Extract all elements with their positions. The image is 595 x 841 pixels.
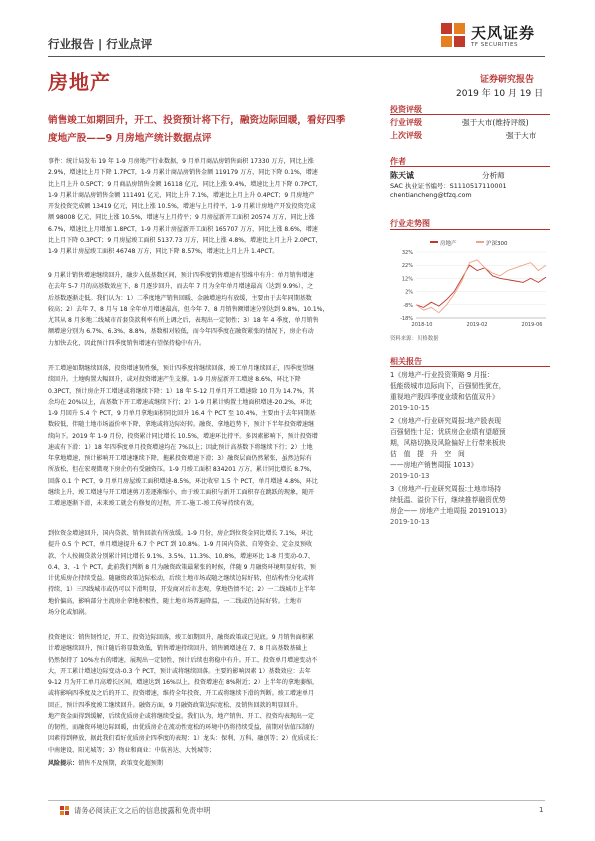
related-report-line: 3《房地产-行业研究周报:土地市场持 xyxy=(390,485,502,493)
y-tick-label: 12% xyxy=(401,276,413,283)
x-tick-label: 2019-06 xyxy=(521,322,543,328)
paragraph-funding xyxy=(48,528,378,618)
author-divider xyxy=(390,166,550,167)
text-line: 开工增速如期继续回落，投资增速韧性强，预计四季度将继续回落，竣工单月继续回正，四季度望继 xyxy=(48,365,315,372)
text-line: 后基数逐渐走低。我们认为：1）二季度地产销售回暖、金融增速均有放缓，主要由于去年同期基数 xyxy=(48,294,312,302)
logo-text: 天风证券 xyxy=(471,24,536,42)
text-line: 比上月下降 0.3PCT；9 月房屋竣工面积 5137.73 万方，同比上涨 4.8%，增速比上月上升 2.0PCT， xyxy=(48,236,322,244)
series-line-estate xyxy=(416,265,546,307)
legend-swatch-hs300 xyxy=(476,241,484,243)
related-report-item[interactable] xyxy=(390,484,550,528)
text-line: 开发投资完成额 13419 亿元，同比上涨 10.5%，增速与上月持平，1-9 月累计房地产开发投资完成 xyxy=(48,203,316,210)
related-report-item[interactable] xyxy=(390,416,550,482)
y-tick-label: 2% xyxy=(405,289,413,296)
related-report-line: 重视地产股四季度业绩和估值双升》 xyxy=(390,393,499,401)
text-line: 到位资金增速回升，国内贷款、销售回款有所放缓。1-9 月份，房企到位资金同比增长 7.1%，环比 xyxy=(48,530,313,537)
y-tick-label: -18% xyxy=(400,316,413,322)
text-line: 中南建设、阳光城等；3）物业和商业：中航善达、大悦城等； xyxy=(48,746,216,754)
rating-divider xyxy=(390,114,550,115)
text-line: 速或有下滑：1）18 年四季度单月投资增速均在 7%以上；因此预计高基数下将继续下行；2）土地 xyxy=(48,443,313,451)
text-line: 款、个人按揭贷款分别累计同比增长 9.1%、3.5%、11.3%、10.8%，增速环比 1-8 月变动-0.7、 xyxy=(48,552,314,560)
text-line: 9-12 月为开工单月高增长区间，增速达到 16%以上，投资增速在 8%附近；2）上半年的拿地萎缩， xyxy=(48,679,319,686)
text-line: 投资建议：销售韧性足，开工、投资边际回落，竣工如期回升，融资政策或已见底。9 月销售面积累 xyxy=(48,634,314,641)
text-line: 的韧性，而融资环境边际回暖，由优质房企在流动性宽松的环境中仍将持续受益，前期对估值压制的 xyxy=(48,724,315,731)
author-heading: 作者 xyxy=(390,157,406,166)
text-line: 或将影响四季度及之后的开工、投资增速，维持全年投资、开工或将继续下滑的判断。竣工增速单月 xyxy=(48,690,315,698)
text-line: 事件：统计局发布 19 年 1-9 月房地产行业数据，9 月单月商品房销售面积 17330 万方，同比上涨 xyxy=(48,158,314,165)
text-line: 工增速逐渐下滑，未来竣工就会有修复的过程，开工-施工-竣工传导持续有效。 xyxy=(48,500,258,507)
industry-rating-label: 行业评级 xyxy=(390,118,422,127)
footer-divider xyxy=(48,800,545,801)
legend-label: 房地产 xyxy=(440,241,457,247)
previous-rating-label: 上次评级 xyxy=(390,131,422,140)
text-line: 仍然保持了 10%左右的增速，展现出一定韧性，预计后续也将稳中有升。开工、投资单月增速变动不 xyxy=(48,656,318,664)
logo-english: TF SECURITIES xyxy=(471,42,518,48)
report-subtitle xyxy=(48,112,373,148)
y-tick-label: 32% xyxy=(401,250,413,256)
text-line: 回落 0.1 个 PCT，9 月单月房屋竣工面积增速-8.5%，环比收窄 1.5 个 PCT，单月增速 4.8%，环比 xyxy=(48,477,318,485)
company-logo xyxy=(440,20,550,54)
text-line: 地价偏高，影响部分主流房企拿地积极性，随土地市场普遍降温，一二线或仍边际好转。土地市 xyxy=(48,597,302,605)
author-name: 陈天诚 xyxy=(390,171,414,180)
related-list xyxy=(390,370,550,530)
related-report-line: 低能级城市边际向下，百强韧性犹在， xyxy=(390,382,506,390)
trend-heading: 行业走势图 xyxy=(390,219,430,228)
author-role: 分析师 xyxy=(482,171,505,180)
y-tick-label: 22% xyxy=(401,263,413,270)
previous-rating-value: 强于大市 xyxy=(506,131,537,140)
related-heading: 相关报告 xyxy=(390,357,422,366)
footer-bullet-icon xyxy=(60,806,69,815)
text-line: 地产资金面得到缓解，后续优质房企或将继续受益。我们认为，地产销售、开工、投资均表现出一定 xyxy=(48,712,315,720)
text-line: 回正，预计四季度竣工继续回升。融资方面，9 月融资政策边际宽松、及销售回款的明显回升。 xyxy=(48,701,302,709)
text-line: 续向下。2019 年 1-9 月份，投资累计同比增长 10.5%，增速环比持平。多因素影响下，预计投资增 xyxy=(48,432,318,440)
report-date: 2019 年 10 月 19 日 xyxy=(456,89,544,99)
rating-heading: 投资评级 xyxy=(390,105,422,114)
header-divider xyxy=(48,56,545,57)
text-line: 年拿地增速，预计影响开工增速继续下降，拖累投资增速下滑；3）融资层面仍然紧张，虽然边际有 xyxy=(48,455,312,462)
report-category: 行业报告 | 行业点评 xyxy=(48,37,153,51)
text-line: 续回升。土地购置大幅回升，或对投资增速产生支撑。1-9 月房屋新开工增速 8.6%，环比下降 xyxy=(48,376,301,384)
paragraph-construction xyxy=(48,363,378,509)
text-line: 0.4、3、-1 个 PCT。此前我们判断 8 月为融资政策最紧张的时候，伴随 9 月融资环境明显好转，预 xyxy=(48,563,316,571)
related-report-date: 2019-10-13 xyxy=(390,472,430,480)
text-line: 2.9%，增速比上月下降 1.7PCT，1-9 月累计商品房销售金额 119179 万方，同比下降 0.1%，增速 xyxy=(48,169,318,177)
tf-logo-icon xyxy=(440,22,466,48)
related-report-date: 2019-10-13 xyxy=(390,518,430,526)
related-divider xyxy=(390,366,550,367)
subtitle-line: 度地产股——9 月房地产统计数据点评 xyxy=(48,133,212,144)
text-line: 1-9 月累计房屋竣工面积 46748 万方，同比下降 8.57%，增速比上月上升 1.4PCT。 xyxy=(48,248,279,255)
paragraph-investment-advice xyxy=(48,632,378,756)
x-tick-label: 2018-10 xyxy=(411,322,433,328)
report-type: 证券研究报告 xyxy=(480,75,535,85)
text-line: 1-9 月回升 5.4 个 PCT，9 月单月拿地面积同比回升 16.4 个 PCT 至 10.4%，主要由于去年同期基 xyxy=(48,410,316,417)
text-line: 在去年 5-7 月的高基数效应下，8 月逐步回升，而去年 7 月为全年单月增速最高（达到 9.9%），之 xyxy=(48,283,314,291)
risk-warning xyxy=(48,758,378,769)
trend-divider xyxy=(390,229,550,230)
related-report-date: 2019-10-15 xyxy=(390,404,430,412)
text-line: 尤其从 8 月多地二线城市首套贷款利率有所上调之后，表现出一定韧性；3）18 年 4 季度，单月销售 xyxy=(48,317,319,324)
text-line: 大，开工累计增速边际变动-0.3 个 PCT，预计或将继续回落。主要的影响因素 1）基数效应：去年 xyxy=(48,667,311,675)
text-line: 提升 0.5 个 PCT，单月增速提升 6.7 个 PCT 到 10.8%。1-9 月国内贷款、自筹资金、定金及预收 xyxy=(48,541,313,549)
text-line: 所放松，但在宏观微观下房企仍有受融资压。1-9 月竣工面积 834201 万方，累计同比增长 8.7%， xyxy=(48,466,316,474)
subtitle-line: 销售竣工如期回升，开工、投资预计将下行，融资边际回暖，看好四季 xyxy=(48,115,346,126)
related-report-line: 百强韧性十足；优质房企业绩有望超预 xyxy=(390,428,506,436)
paragraph-event xyxy=(48,156,378,257)
text-line: 0.3PCT，预计房企开工增速或将继续下降：1）18 年 5-12 月单月开工增速除 10 月为 14.7%，其 xyxy=(48,387,315,395)
legend-swatch-estate xyxy=(430,241,438,243)
text-line: 比上月上升 0.5PCT；9 月商品房销售金额 16118 亿元，同比上涨 9.4%，增速比上月下降 0.7PCT， xyxy=(48,180,322,188)
text-line: 额增速分别为 6.7%、6.3%、8.8%，基数相对较低，而今年四季度在融资紧张的情况下，房企有动 xyxy=(48,328,314,336)
text-line: 余均在 20%以上，高基数下开工增速或继续下行；2）1-9 月累计购置土地面积增速-20.2%，环比 xyxy=(48,398,313,406)
text-line: 场分化或加剧。 xyxy=(48,608,91,616)
text-line: 继续上升，竣工增速与开工增速剪刀差逐渐缩小，由于竣工面积与新开工面积存在跳跃的现象，随开 xyxy=(48,488,315,496)
risk-label: 风险提示： xyxy=(48,760,79,767)
related-report-line: 房企—— 房地产土地周报 20191013》 xyxy=(390,507,511,515)
text-line: 计增速继续回升，预计随后将显数效低，销售增速持续回升，销售额增速在 7、8 月高基数基础上 xyxy=(48,645,308,653)
page-number: 1 xyxy=(539,806,544,814)
y-tick-label: -8% xyxy=(403,302,413,309)
text-line: 持续，1）三四线城市或仍可以下滑明显，开发商对后市悲观，拿地热情不足；2）一二线城市上半年 xyxy=(48,586,316,594)
text-line: 较高；2）去年 7、8 月与 18 全年单月增速最高，但今年 7、8 月销售额增速分别达到 9.8%、10.1%， xyxy=(48,305,329,313)
industry-rating-value: 强于大市(维持评级) xyxy=(462,118,529,127)
footer-disclaimer: 请务必阅读正文之后的信息披露和免责申明 xyxy=(74,806,211,815)
text-line: 额 98008 亿元，同比上涨 10.5%，增速与上月持平；9 月房屋新开工面积 20574 万方，同比上涨 xyxy=(48,214,315,222)
related-report-line: 续低温、溢价下行，继续推荐融资优势 xyxy=(390,496,506,504)
text-line: 力加快去化，因此预计四季度销售增速有望保持稳中有升。 xyxy=(48,339,206,347)
text-line: 计优质房企持续受益。随融资政策边际松动，后续土地市场或随之继续边际好转，但结构性分化或将 xyxy=(48,575,315,582)
related-report-line: 2《房地产-行业研究周报:地产股表现 xyxy=(390,417,502,425)
x-tick-label: 2019-02 xyxy=(466,322,488,328)
text-line: 6.7%，增速比上月增加 1.8PCT，1-9 月累计房屋新开工面积 165707 万方，同比上涨 8.6%，增速 xyxy=(48,225,318,233)
related-report-line: 1《房地产-行业投资策略 9 月报： xyxy=(390,371,494,379)
related-report-item[interactable] xyxy=(390,370,550,414)
related-report-line: 估 值 提 升 空 间 xyxy=(390,450,465,458)
legend-label: 沪深300 xyxy=(486,241,508,247)
chart-source: 资料来源：贝格数据 xyxy=(390,336,439,342)
text-line: 1-9 月累计商品房销售金额 111491 亿元，同比上升 7.1%，增速比上月上升 0.4PCT；9 月房地产 xyxy=(48,191,315,199)
author-license: SAC 执业证书编号：S1110517110001 xyxy=(390,182,507,190)
text-line: 因素得到释放，据此我们看好优质房企四季度的表现：1）龙头：保利、万科、融创等；2）优质成长： xyxy=(48,735,322,743)
risk-text: 销售不及预期，政策变化超预期 xyxy=(78,760,163,767)
related-report-line: ——房地产销售周报 1013》 xyxy=(390,461,478,469)
paragraph-sales xyxy=(48,270,378,349)
industry-trend-chart xyxy=(390,238,550,330)
text-line: 数较低，伴随土地市场溢价率下降，拿地或将边际好转。融资、拿地趋势下，预计下半年投资增速继 xyxy=(48,421,315,429)
text-line: 9 月累计销售增速继续回升，融步入低基数区间，预计四季度销售增速有望维中有升：单月销售增速 xyxy=(48,272,314,279)
related-report-line: 期，风格切换及风险偏好上行带来板块 xyxy=(390,439,506,447)
page-title: 房地产 xyxy=(48,70,111,94)
author-email[interactable]: chentiancheng@tfzq.com xyxy=(390,191,472,199)
